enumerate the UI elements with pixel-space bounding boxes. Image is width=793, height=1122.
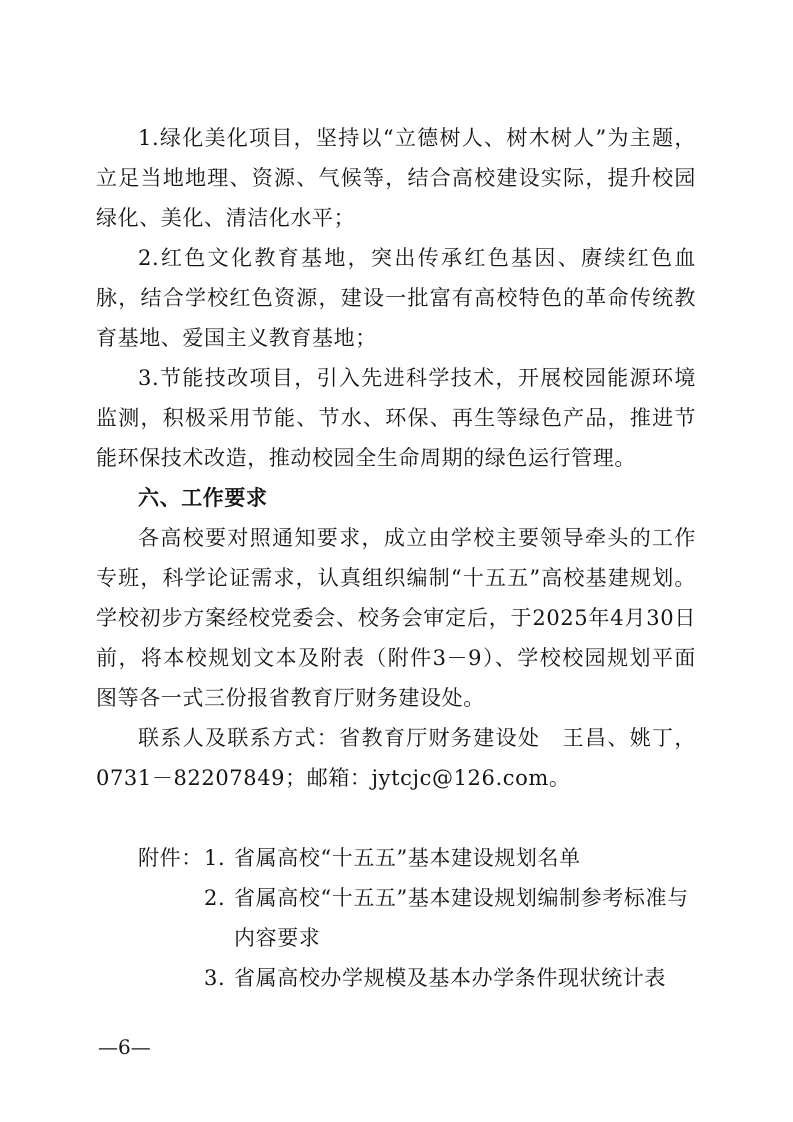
- attachment-item: [138, 878, 698, 958]
- attachment-item: [138, 838, 698, 878]
- attachment-title: 省属高校“十五五”基本建设规划名单: [234, 846, 581, 870]
- attachment-number: 2.: [204, 886, 226, 910]
- attachment-number: 1.: [204, 846, 226, 870]
- paragraph-greening: 1.绿化美化项目，坚持以“立德树人、树木树人”为主题，立足当地地理、资源、气候等，结合高校建设实际，提升校园绿化、美化、清洁化水平；: [96, 126, 696, 230]
- paragraph-requirements: 各高校要对照通知要求，成立由学校主要领导牵头的工作专班，科学论证需求，认真组织编制“十五五”高校基建规划。学校初步方案经校党委会、校务会审定后，于2025年4月30日前，将本校规划文本及附表（附件3－9）、学校校园规划平面图等各一式三份报省教育厅财务建设处。: [96, 526, 696, 710]
- attachment-item: [138, 958, 698, 998]
- attachment-title: 省属高校“十五五”基本建设规划编制参考标准与内容要求: [234, 886, 689, 950]
- attachment-title: 省属高校办学规模及基本办学条件现状统计表: [234, 966, 666, 990]
- paragraph-contact: 联系人及联系方式：省教育厅财务建设处 王昌、姚丁，0731－82207849；邮箱：jytcjc@126.com。: [96, 726, 696, 790]
- section-heading: 六、工作要求: [138, 486, 268, 510]
- attachments-label: 附件：: [138, 846, 203, 870]
- attachments-list: [138, 838, 698, 998]
- page-number: —6—: [98, 1035, 151, 1059]
- paragraph-energy-saving: 3.节能技改项目，引入先进科学技术，开展校园能源环境监测，积极采用节能、节水、环保、再生等绿色产品，推进节能环保技术改造，推动校园全生命周期的绿色运行管理。: [96, 366, 696, 470]
- attachment-number: 3.: [204, 966, 226, 990]
- document-body: [96, 118, 696, 798]
- paragraph-red-culture: 2.红色文化教育基地，突出传承红色基因、赓续红色血脉，结合学校红色资源，建设一批富有高校特色的革命传统教育基地、爱国主义教育基地；: [96, 246, 696, 350]
